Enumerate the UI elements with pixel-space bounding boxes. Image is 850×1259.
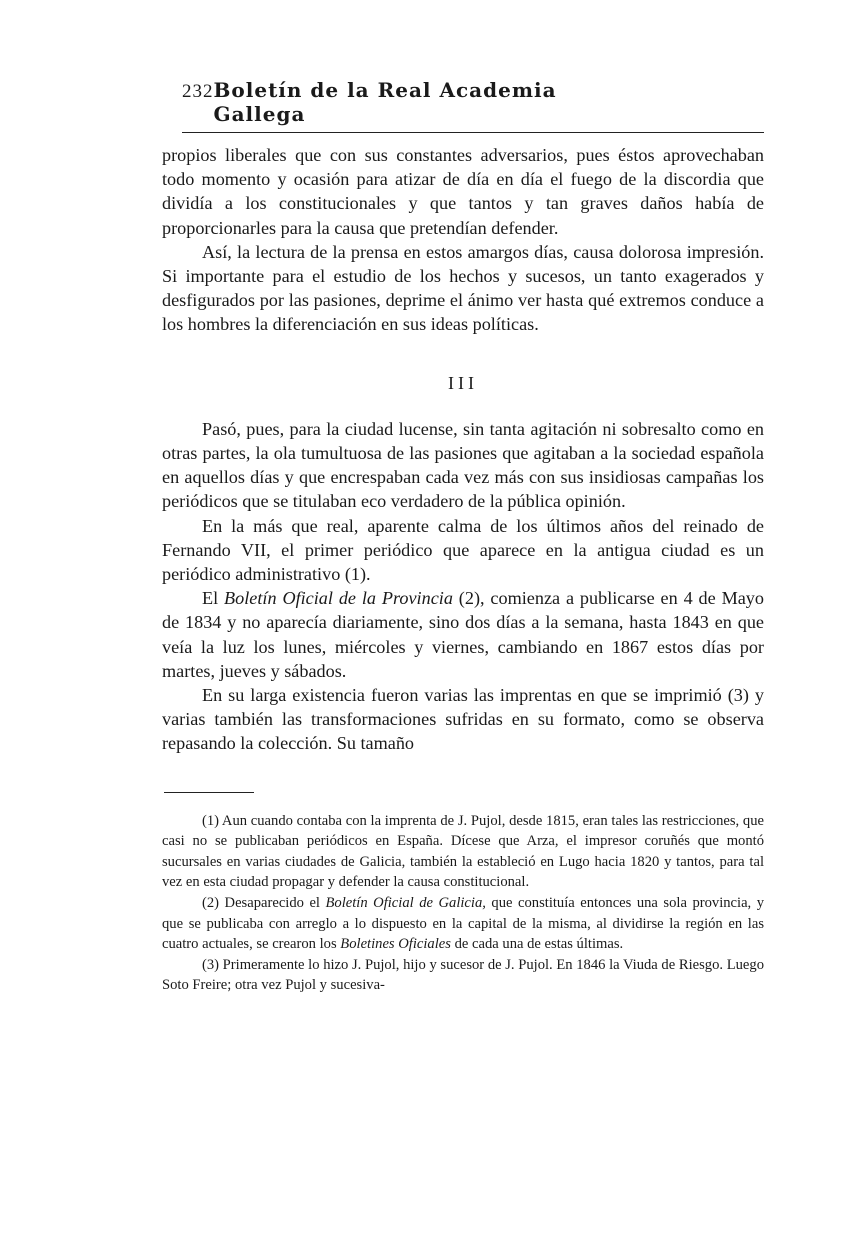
text-run: (2) Desaparecido el [202,895,326,912]
page-header [182,78,764,133]
running-title: Boletín de la Real Academia Gallega [213,78,557,126]
text-run: de cada una de estas últimas. [450,936,624,953]
footnote: (3) Primeramente lo hizo J. Pujol, hijo y sucesor de J. Pujol. En 1846 la Viuda de Riesgo. Luego Soto Freire; otra vez Pujol y sucesiva- [162,956,764,994]
paragraph: propios liberales que con sus constantes adversarios, pues éstos aprovechaban todo momento y ocasión para atizar de día en día el fuego de la discordia que dividía a los constitucionales y que tantos y tan graves daños había de proporcionarles para la causa que pretendían defender. [162,145,764,238]
book-page [162,78,764,996]
footnote: (1) Aun cuando contaba con la imprenta de J. Pujol, desde 1815, eran tales las restricciones, que casi no se publicaban periódicos en España. Dícese que Arza, el impresor coruñés que montó sucursales en varias ciudades de Galicia, también la estableció en Lugo hacia 1820 y tantos, para tal vez en esta ciudad propagar y defender la causa constitucional. [162,812,764,891]
paragraph: En su larga existencia fueron varias las imprentas en que se imprimió (3) y varias también las transformaciones sufridas en su formato, como se observa repasando la colección. Su tamaño [162,685,764,754]
text-run: El [202,588,225,609]
publication-title: Boletines Oficiales [340,936,451,953]
page-number: 232 [182,81,214,102]
publication-title: Boletín Oficial de Galicia, [325,895,486,912]
footnote-divider [164,792,254,793]
paragraph: Así, la lectura de la prensa en estos amargos días, causa dolorosa impresión. Si importante para el estudio de los hechos y sucesos, un tanto exagerados y desfigurados por las pasiones, deprime el ánimo ver hasta qué extremos conduce a los hombres la diferenciación en sus ideas políticas. [162,241,764,335]
text-run: (2), comienza a publicarse en 4 de Mayo de 1834 y no aparecía diariamente, sino dos días a la semana, hasta 1843 en que veía la luz los lunes, miércoles y viernes, cambiando en 1867 estos días por martes, jueves y sábados. [162,588,764,681]
paragraph: En la más que real, aparente calma de los últimos años del reinado de Fernando VII, el primer periódico que aparece en la antigua ciudad es un periódico administrativo (1). [162,515,764,585]
footnotes [162,811,764,996]
main-text [162,143,764,756]
publication-title: Boletín Oficial de la Provincia [224,588,453,609]
text-run: que constituía entonces una sola provincia, y que se publicaba con arreglo a lo dispuesto en la capital de la misma, al dividirse la región en las cuatro actuales, se crearon los [162,895,765,953]
paragraph: Pasó, pues, para la ciudad lucense, sin tanta agitación ni sobresalto como en otras partes, la ola tumultuosa de las pasiones que agitaban a la sociedad española en aquellos días y que encrespaban cada vez más con sus insidiosas campañas los periódicos que se titulaban eco verdadero de la pública opinión. [162,418,764,512]
footnote [162,893,764,955]
paragraph [162,586,764,683]
section-heading: III [448,372,478,393]
